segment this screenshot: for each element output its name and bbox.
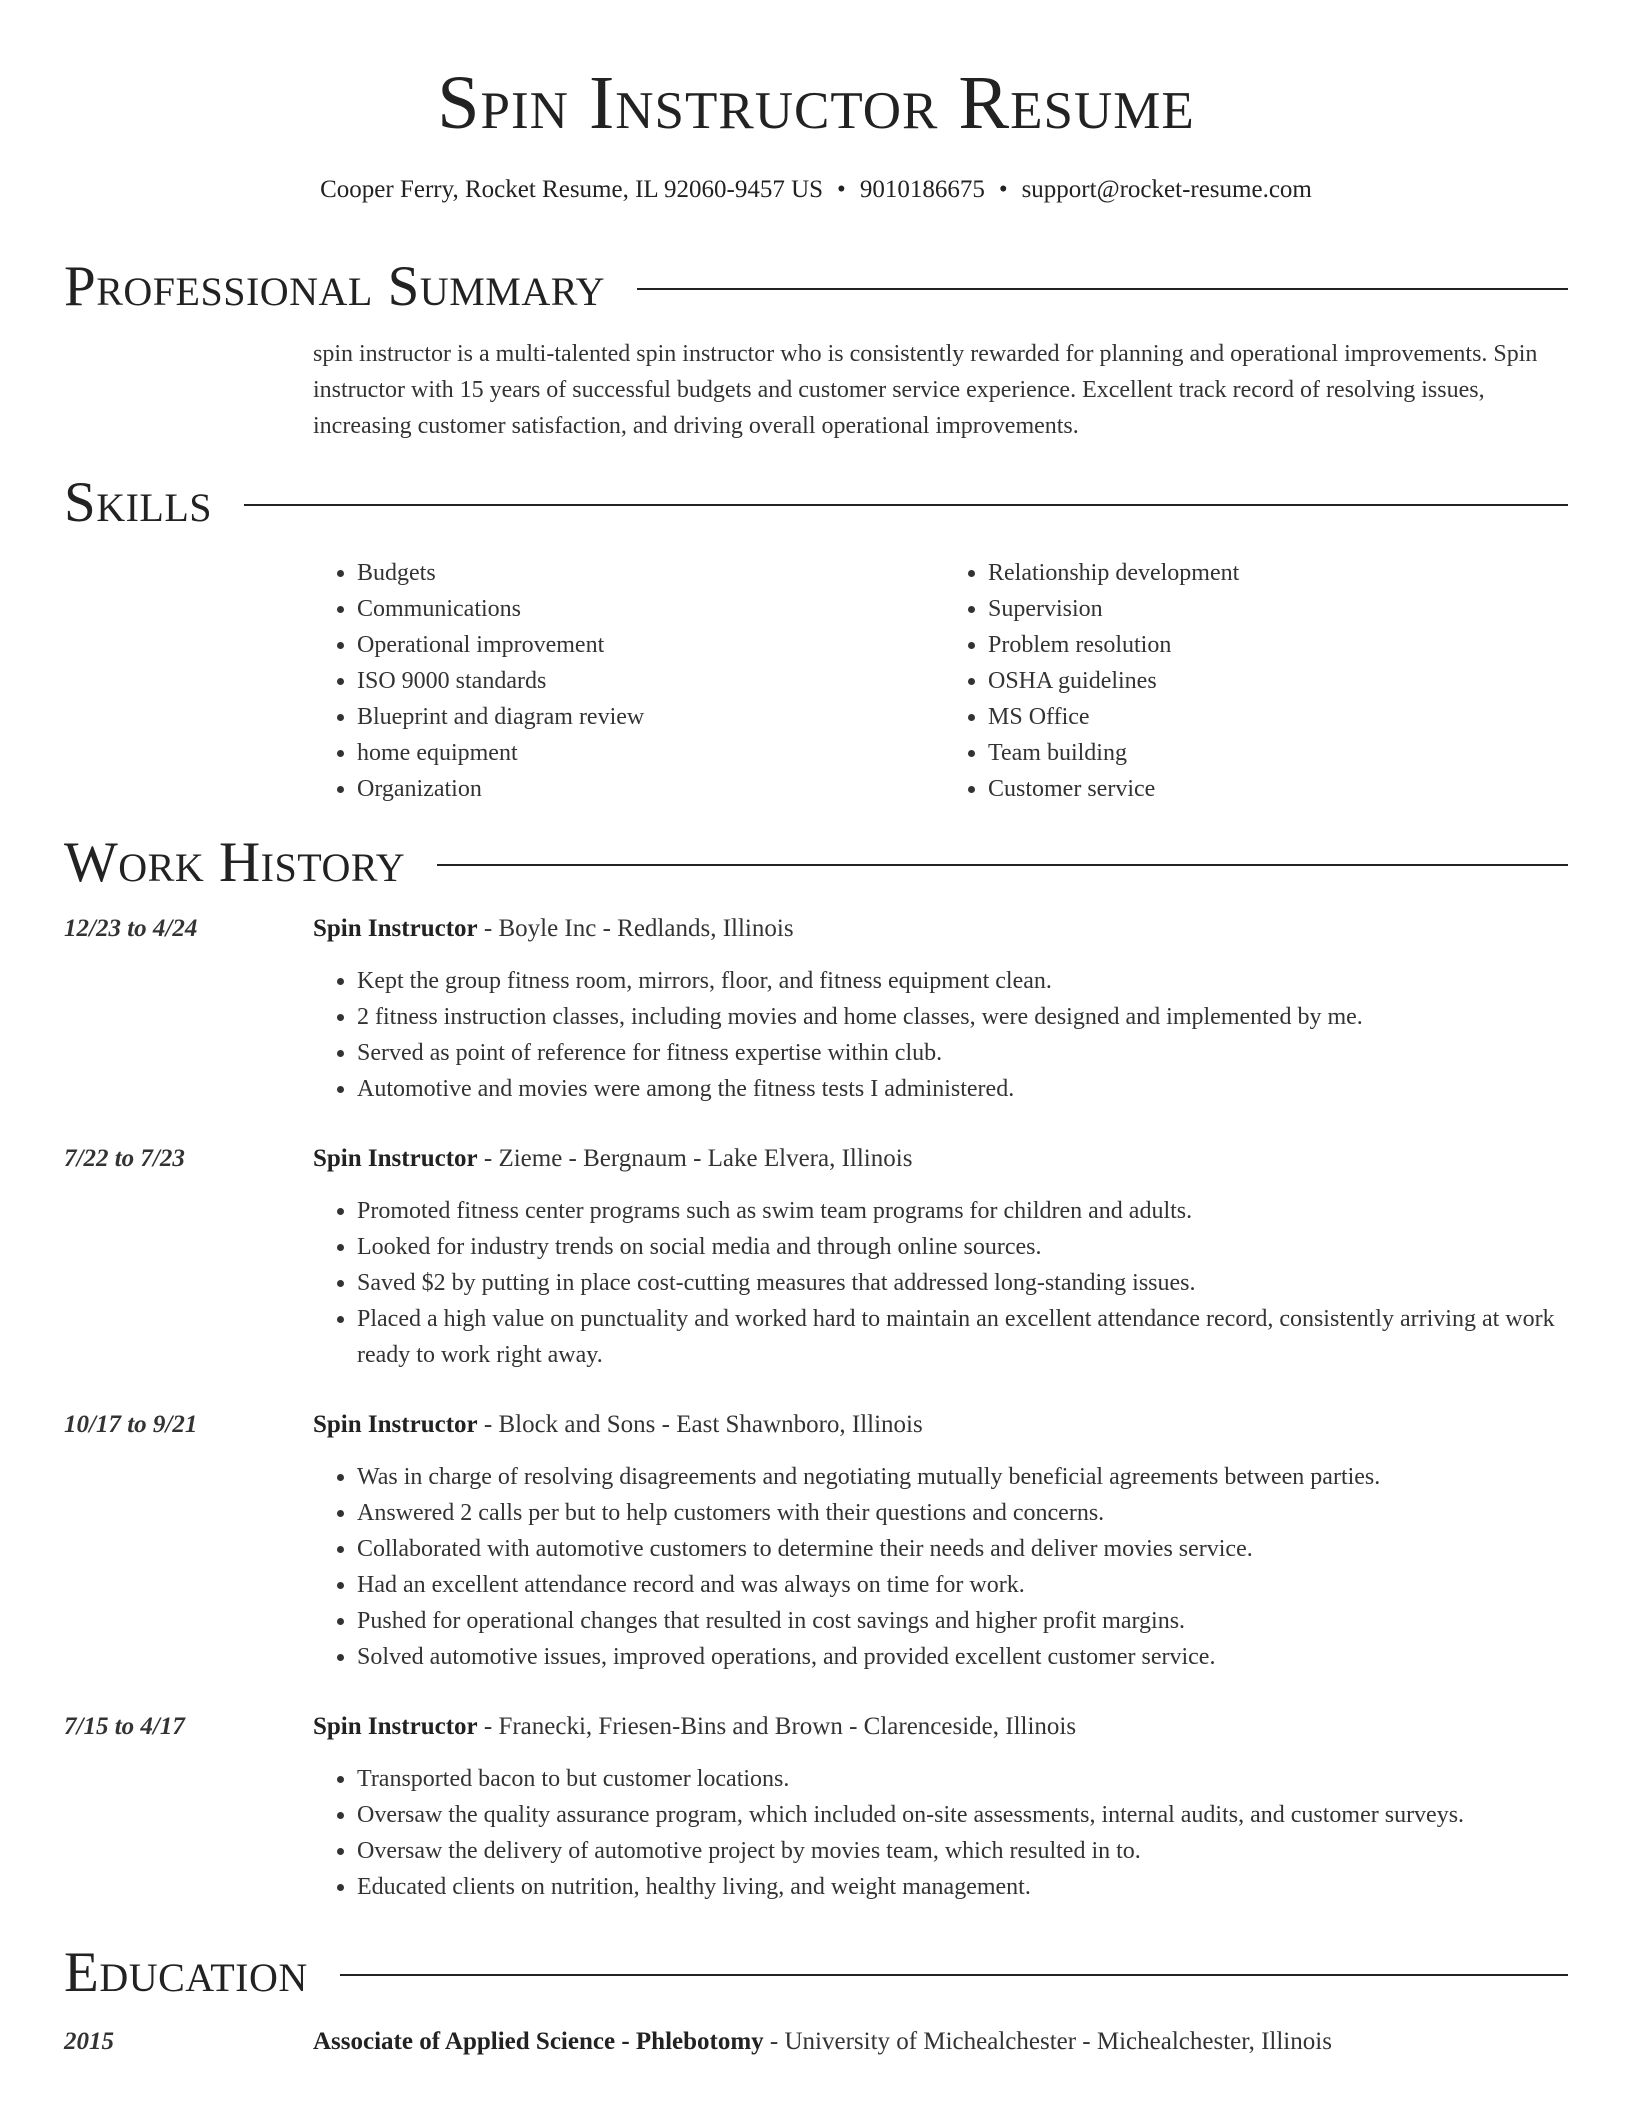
section-skills [64,468,1568,538]
job-bullets [313,1459,1575,1675]
job-title: Spin Instructor [313,915,478,942]
section-divider [637,288,1568,290]
job-bullets [313,1193,1575,1373]
skill-item: • ISO 9000 standards [357,663,944,699]
section-professional-summary [64,252,1568,322]
education-date: 2015 [64,2028,114,2055]
contact-line [0,172,1632,208]
education-school: - University of Michealchester - Michealchester, Illinois [763,2028,1332,2055]
job-title: Spin Instructor [313,1145,478,1172]
job-bullet: • Transported bacon to but customer locations. [357,1761,1575,1797]
job-title-line [313,1709,1076,1745]
job-bullet: • Promoted fitness center programs such as swim team programs for children and adults. [357,1193,1575,1229]
resume-title: Spin Instructor Resume [437,61,1195,145]
job-bullet: • Pushed for operational changes that resulted in cost savings and higher profit margins. [357,1603,1575,1639]
section-divider [437,864,1568,866]
skill-item: • Relationship development [988,555,1575,591]
job-bullet: • Answered 2 calls per but to help customers with their questions and concerns. [357,1495,1575,1531]
job-bullet: • Oversaw the delivery of automotive project by movies team, which resulted in to. [357,1833,1575,1869]
section-heading: Professional Summary [64,255,606,318]
job-bullet: • Automotive and movies were among the fitness tests I administered. [357,1071,1575,1107]
skill-item: • Team building [988,735,1575,771]
job-bullet: • Looked for industry trends on social media and through online sources. [357,1229,1575,1265]
skill-item: • Communications [357,591,944,627]
skill-item: • MS Office [988,699,1575,735]
skill-item: • Supervision [988,591,1575,627]
skill-item: • Organization [357,771,944,807]
education-degree: Associate of Applied Science - Phlebotomy [313,2028,764,2055]
job-bullets [313,1761,1575,1905]
skill-item: • Customer service [988,771,1575,807]
job-bullet: • 2 fitness instruction classes, including movies and home classes, were designed and implemented by me. [357,999,1575,1035]
job-bullet: • Collaborated with automotive customers to determine their needs and deliver movies service. [357,1531,1575,1567]
skill-item: • home equipment [357,735,944,771]
contact-email: support@rocket-resume.com [1021,176,1312,203]
skills-column-right [944,555,1575,807]
skill-item: • Budgets [357,555,944,591]
education-line [313,2024,1332,2060]
job-title-line [313,1407,923,1443]
job-bullet: • Saved $2 by putting in place cost-cutting measures that addressed long-standing issues. [357,1265,1575,1301]
contact-separator: • [998,176,1008,203]
skill-item: • Blueprint and diagram review [357,699,944,735]
contact-separator: • [837,176,846,203]
job-company: - Zieme - Bergnaum - Lake Elvera, Illinois [477,1145,913,1172]
job-title-line [313,911,794,947]
skills-list [313,555,1575,807]
section-heading: Skills [64,471,213,534]
job-dates: 7/22 to 7/23 [64,1145,185,1172]
skill-item: • OSHA guidelines [988,663,1575,699]
job-title-line [313,1141,912,1177]
job-bullets [313,963,1575,1107]
skill-item: • Problem resolution [988,627,1575,663]
section-divider [244,504,1568,506]
section-work-history [64,828,1568,898]
job-bullet: • Educated clients on nutrition, healthy living, and weight management. [357,1869,1575,1905]
job-company: - Franecki, Friesen-Bins and Brown - Clarenceside, Illinois [477,1713,1077,1740]
job-bullet: • Oversaw the quality assurance program, which included on-site assessments, internal audits, and customer surveys. [357,1797,1575,1833]
job-bullet: • Had an excellent attendance record and was always on time for work. [357,1567,1575,1603]
job-bullet: • Served as point of reference for fitness expertise within club. [357,1035,1575,1071]
contact-address: Cooper Ferry, Rocket Resume, IL 92060-9457 US [320,176,824,203]
job-bullet: • Placed a high value on punctuality and worked hard to maintain an excellent attendance record, consistently arriving at work ready to work right away. [357,1301,1575,1373]
skills-column-left [313,555,944,807]
job-dates: 7/15 to 4/17 [64,1713,185,1740]
job-bullet: • Kept the group fitness room, mirrors, floor, and fitness equipment clean. [357,963,1575,999]
job-dates: 10/17 to 9/21 [64,1411,198,1438]
job-dates: 12/23 to 4/24 [64,915,198,942]
section-heading: Education [64,1941,308,2004]
job-title: Spin Instructor [313,1713,478,1740]
skill-item: • Operational improvement [357,627,944,663]
job-title: Spin Instructor [313,1411,478,1438]
section-heading: Work History [64,831,406,894]
job-company: - Boyle Inc - Redlands, Illinois [477,915,794,942]
section-divider [340,1974,1568,1976]
job-bullet: • Was in charge of resolving disagreements and negotiating mutually beneficial agreements between parties. [357,1459,1575,1495]
section-education [64,1938,1568,2008]
job-bullet: • Solved automotive issues, improved operations, and provided excellent customer service. [357,1639,1575,1675]
contact-phone: 9010186675 [859,176,985,203]
summary-text: spin instructor is a multi-talented spin instructor who is consistently rewarded for planning and operational improvements. Spin instructor with 15 years of successful budgets and customer service experience. Excellent track record of resolving issues, increasing customer satisfaction, and driving overall operational improvements. [313,341,1538,439]
job-company: - Block and Sons - East Shawnboro, Illinois [477,1411,923,1438]
